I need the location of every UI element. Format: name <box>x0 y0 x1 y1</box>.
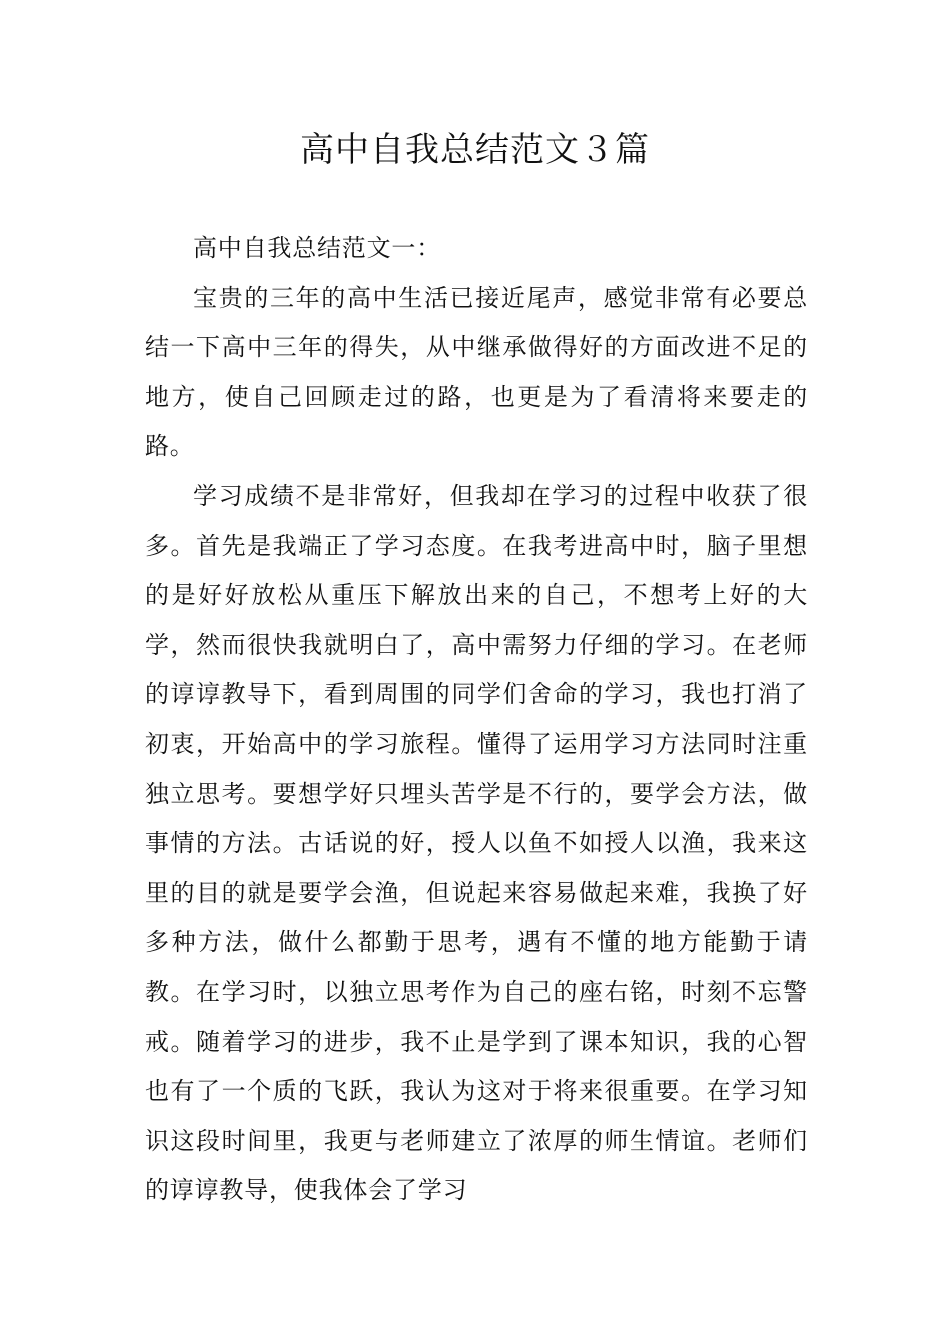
paragraph: 宝贵的三年的高中生活已接近尾声，感觉非常有必要总结一下高中三年的得失，从中继承做得好的方面改进不足的地方，使自己回顾走过的路，也更是为了看清将来要走的路。 <box>145 283 808 461</box>
document-body <box>145 224 808 1216</box>
document-title: 高中自我总结范文３篇 <box>300 130 650 170</box>
paragraph: 学习成绩不是非常好，但我却在学习的过程中收获了很多。首先是我端正了学习态度。在我考进高中时，脑子里想的是好好放松从重压下解放出来的自己，不想考上好的大学，然而很快我就明白了，高中需努力仔细的学习。在老师的谆谆教导下，看到周围的同学们舍命的学习，我也打消了初衷，开始高中的学习旅程。懂得了运用学习方法同时注重独立思考。要想学好只埋头苦学是不行的，要学会方法，做事情的方法。古话说的好，授人以鱼不如授人以渔，我来这里的目的就是要学会渔，但说起来容易做起来难，我换了好多种方法，做什么都勤于思考，遇有不懂的地方能勤于请教。在学习时，以独立思考作为自己的座右铭，时刻不忘警戒。随着学习的进步，我不止是学到了课本知识，我的心智也有了一个质的飞跃，我认为这对于将来很重要。在学习知识这段时间里，我更与老师建立了浓厚的师生情谊。老师们的谆谆教导，使我体会了学习 <box>145 481 808 1205</box>
section-heading: 高中自我总结范文一： <box>193 234 441 262</box>
